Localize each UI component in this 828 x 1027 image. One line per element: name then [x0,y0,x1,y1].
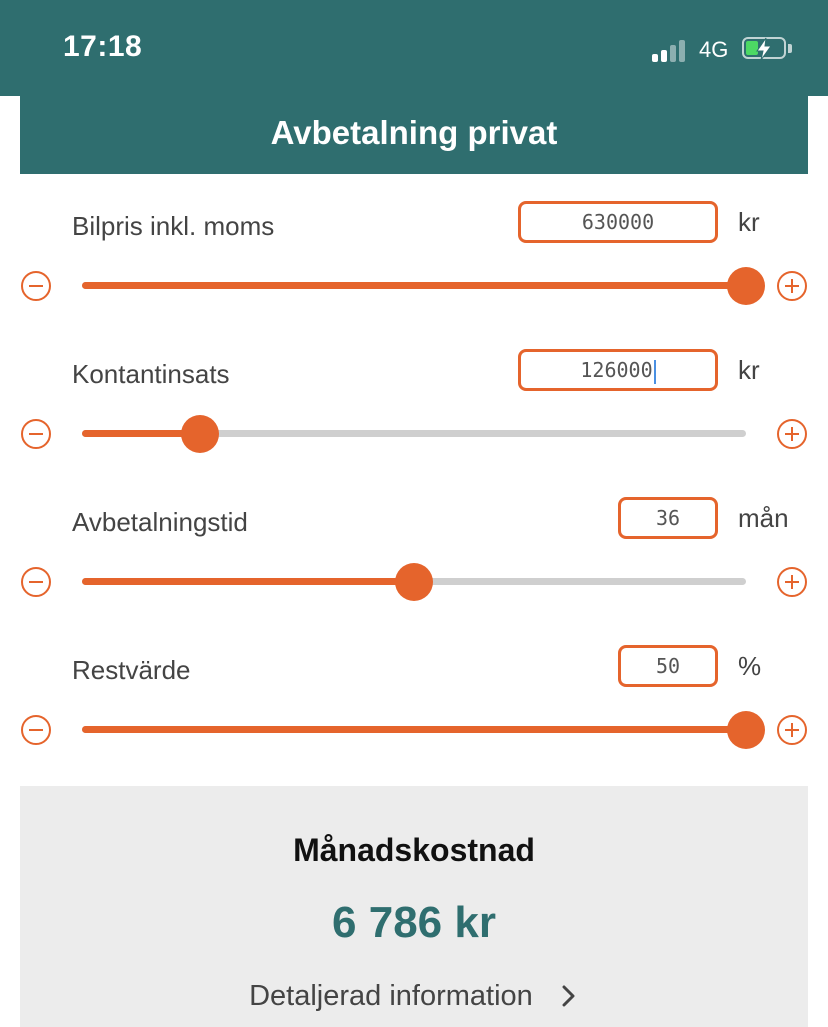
restvarde-slider-track[interactable] [82,726,746,733]
avbetalningstid-label: Avbetalningstid [72,507,248,537]
bilpris-increase-button[interactable] [777,271,807,301]
page-title: Avbetalning privat [270,114,558,151]
monthly-cost-heading: Månadskostnad [293,832,535,868]
kontantinsats-input[interactable] [518,349,718,391]
avbetalningstid-slider-thumb[interactable] [395,563,433,601]
details-link[interactable] [20,980,808,1013]
restvarde-label: Restvärde [72,655,191,685]
status-time: 17:18 [63,30,143,63]
restvarde-unit: % [738,651,762,681]
monthly-cost-panel [20,786,808,1027]
slider-row-restvarde [0,645,828,775]
battery-tip [788,44,792,53]
slider-row-kontantinsats [0,349,828,479]
slider-row-avbetalningstid [0,497,828,627]
status-bar [0,0,828,96]
monthly-cost-amount: 6 786 kr [332,898,496,947]
avbetalningstid-input[interactable]: 36 [618,497,718,539]
text-cursor [654,360,656,384]
bilpris-decrease-button[interactable] [21,271,51,301]
page-header [20,96,808,174]
network-type: 4G [699,37,729,62]
kontantinsats-unit: kr [738,355,760,385]
bilpris-slider-thumb[interactable] [727,267,765,305]
battery-charging-icon [742,37,786,59]
bilpris-label: Bilpris inkl. moms [72,211,275,241]
chevron-right-icon [559,985,579,1007]
kontantinsats-slider-thumb[interactable] [181,415,219,453]
cellular-signal-icon [652,40,692,62]
bilpris-unit: kr [738,207,760,237]
kontantinsats-value: 126000 [580,358,653,382]
details-link-label: Detaljerad information [249,980,533,1012]
restvarde-input[interactable]: 50 [618,645,718,687]
restvarde-increase-button[interactable] [777,715,807,745]
kontantinsats-label: Kontantinsats [72,359,230,389]
avbetalningstid-decrease-button[interactable] [21,567,51,597]
kontantinsats-increase-button[interactable] [777,419,807,449]
bilpris-input[interactable]: 630000 [518,201,718,243]
restvarde-decrease-button[interactable] [21,715,51,745]
avbetalningstid-increase-button[interactable] [777,567,807,597]
restvarde-slider-thumb[interactable] [727,711,765,749]
slider-row-bilpris [0,201,828,331]
kontantinsats-decrease-button[interactable] [21,419,51,449]
avbetalningstid-unit: mån [738,503,789,533]
bilpris-slider-track[interactable] [82,282,746,289]
